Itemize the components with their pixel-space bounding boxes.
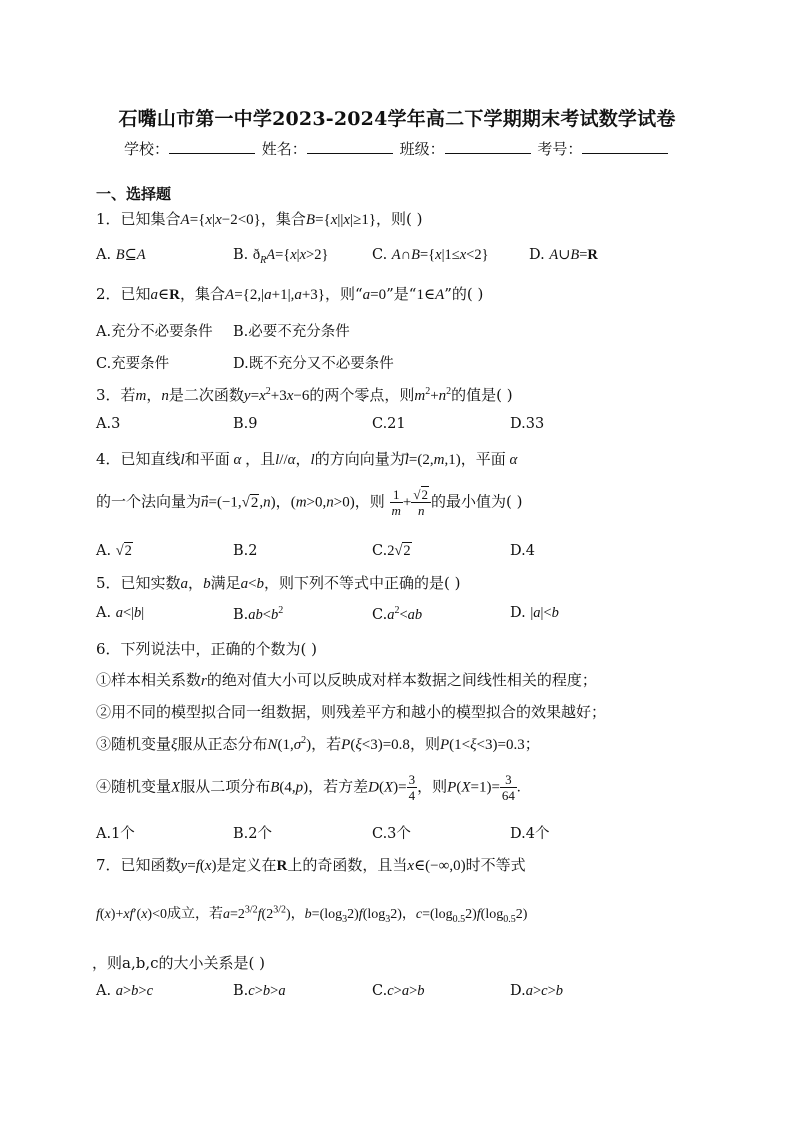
question-7-option-b[interactable]: B.c>b>a bbox=[233, 983, 286, 999]
class-blank[interactable] bbox=[445, 141, 531, 154]
school-blank[interactable] bbox=[169, 141, 255, 154]
question-3-option-c[interactable]: C.21 bbox=[372, 416, 406, 432]
exam-number-label: 考号： bbox=[537, 140, 583, 158]
question-5-option-a[interactable]: A. a<|b| bbox=[96, 605, 145, 621]
question-4-option-a[interactable]: A. √2 bbox=[96, 543, 132, 559]
question-4-option-c[interactable]: C.2√2 bbox=[372, 543, 411, 559]
question-7-stem-line-1: 7．已知函数y=f(x)是定义在R上的奇函数，且当x∈(−∞,0)时不等式 bbox=[96, 856, 526, 874]
question-6-stem: 6．下列说法中，正确的个数为( ) bbox=[96, 640, 318, 658]
question-2-option-b[interactable]: B.必要不充分条件 bbox=[233, 324, 350, 340]
question-6-statement-3: ③随机变量ξ服从正态分布$N(1,\sigma^2)$，若P(ξ<3)=0.8，则P(1<ξ<3)=0.3； bbox=[96, 735, 540, 753]
question-6-statement-4: ④随机变量X服从二项分布B(4,p)，若方差D(X)= $\frac{3}{4}$ ，则P(X=1)= $\frac{3}{64}$ . bbox=[96, 772, 521, 803]
question-6-option-b[interactable]: B.2个 bbox=[233, 826, 272, 842]
question-2-option-c[interactable]: C.充要条件 bbox=[96, 356, 170, 372]
student-info-line bbox=[124, 138, 670, 159]
question-7-option-c[interactable]: C.c>a>b bbox=[372, 983, 425, 999]
question-6-statement-1: ①样本相关系数r的绝对值大小可以反映成对样本数据之间线性相关的程度； bbox=[96, 671, 597, 689]
question-6-option-c[interactable]: C.3个 bbox=[372, 826, 411, 842]
question-6-option-a[interactable]: A.1个 bbox=[96, 826, 135, 842]
question-6-option-d[interactable]: D.4个 bbox=[510, 826, 550, 842]
question-5-option-b[interactable]: $B.ab<b^2$ bbox=[233, 605, 284, 623]
question-6-statement-2: ②用不同的模型拟合同一组数据，则残差平方和越小的模型拟合的效果越好； bbox=[96, 703, 607, 721]
question-5-option-d[interactable]: D. |a|<b bbox=[510, 605, 559, 621]
question-2-stem: 2．已知a∈R，集合A={2,|a+1|,a+3}，则“a=0”是“1∈A”的( ) bbox=[96, 285, 484, 303]
section-heading-choice: 一、选择题 bbox=[96, 185, 172, 203]
question-3-option-d[interactable]: D.33 bbox=[510, 416, 545, 432]
question-5-stem: 5．已知实数a，b满足a<b，则下列不等式中正确的是( ) bbox=[96, 574, 461, 592]
page-title: 石嘴山市第一中学2023-2024学年高二下学期期末考试数学试卷 bbox=[118, 108, 676, 130]
question-7-option-d[interactable]: D.a>c>b bbox=[510, 983, 564, 999]
question-3-option-b[interactable]: B.9 bbox=[233, 416, 258, 432]
question-5-option-c[interactable]: $C.a^2<ab$ bbox=[372, 605, 423, 623]
question-3-option-a[interactable]: A.3 bbox=[96, 416, 121, 432]
name-label: 姓名： bbox=[261, 140, 307, 158]
question-4-stem-line-1: 4．已知直线l和平面 α ，且l//α，l的方向向量为l⃗=(2,m,1)，平面 α bbox=[96, 450, 518, 468]
question-3-stem: 3．若m，n是二次函数$y=x^2+3x-6$的两个零点，则$m^2+n^2$的值是( ) bbox=[96, 386, 513, 404]
exam-number-blank[interactable] bbox=[582, 141, 668, 154]
question-2-option-d[interactable]: D.既不充分又不必要条件 bbox=[233, 356, 394, 372]
name-blank[interactable] bbox=[307, 141, 393, 154]
class-label: 班级： bbox=[399, 140, 445, 158]
question-1-option-a[interactable]: A. B⊆A bbox=[96, 247, 146, 263]
question-4-option-d[interactable]: D.4 bbox=[510, 543, 535, 559]
question-1-stem: 1．已知集合A={x|x−2<0}，集合B={x||x|≥1}，则( ) bbox=[96, 210, 423, 228]
question-4-option-b[interactable]: B.2 bbox=[233, 543, 258, 559]
question-7-stem-line-3: ，则a,b,c的大小关系是( ) bbox=[92, 954, 265, 972]
question-4-stem-line-2: 的一个法向量为n⃗=(−1,√2,n)，(m>0,n>0)，则 $\frac{1}{m}$ + $\frac{√2}{n}$ 的最小值为( ) bbox=[96, 487, 523, 518]
question-1-option-d[interactable]: D. A∪B=R bbox=[529, 247, 598, 263]
question-7-option-a[interactable]: A. a>b>c bbox=[96, 983, 154, 999]
question-7-stem-line-2: f(x)+xf′(x)<0成立，若$a=2^{3/2}f(2^{3/2})$，$b=(\log_32)f(\log_32)$，$c=(\log_{0.5}2)f(\log_{0.5}2)$ bbox=[96, 904, 528, 925]
school-label: 学校： bbox=[124, 140, 170, 158]
question-1-option-b[interactable]: B. $ð_RA=\{x|x>2\}$ bbox=[233, 247, 329, 266]
question-1-option-c[interactable]: C. A∩B={x|1≤x<2} bbox=[372, 247, 489, 263]
question-2-option-a[interactable]: A.充分不必要条件 bbox=[96, 324, 213, 340]
